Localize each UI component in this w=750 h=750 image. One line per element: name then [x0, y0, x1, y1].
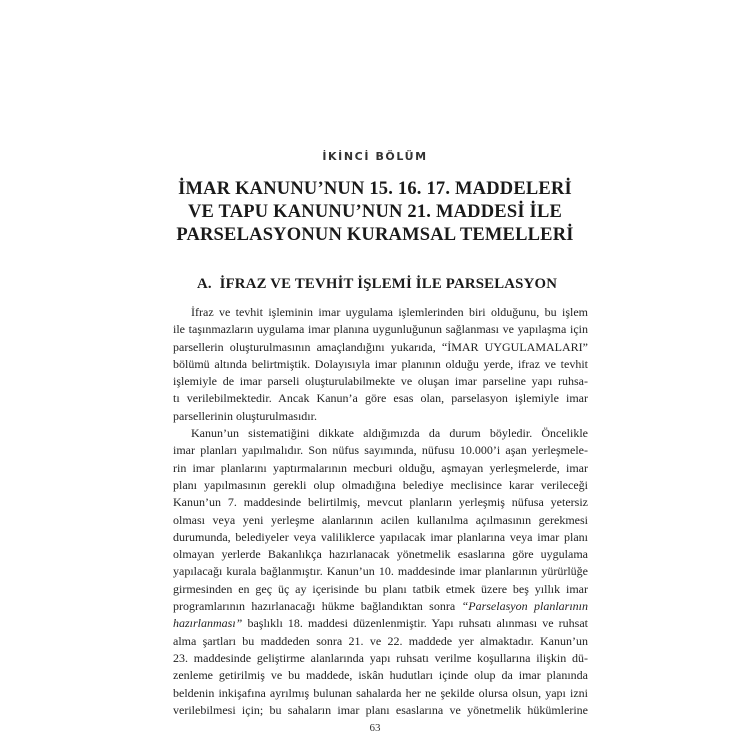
- text-line-mixed: [173, 598, 588, 615]
- chapter-title-line: İMAR KANUNU’NUN 15. 16. 17. MADDELERİ: [178, 179, 572, 199]
- text-line: Kanun’un 7. maddesinde belirtilmiş, mevcut planların yerleşmiş nüfusa yetersiz: [173, 495, 588, 510]
- chapter-title-line: VE TAPU KANUNU’NUN 21. MADDESİ İLE: [187, 202, 563, 222]
- text-line: imar planları yapılmalıdır. Son nüfus sayımında, nüfusu 10.000’i aşan yerleşmele-: [173, 443, 588, 458]
- text-line: beldenin inkişafına ayrılmış bulunan sahalarda her ne şekilde olursa olsun, yapı izni: [173, 685, 588, 700]
- text-line: bölümü altında belirtmiştik. Dolayısıyla imar planının olduğu yerde, ifraz ve tevhit: [173, 356, 588, 371]
- chapter-title-line: PARSELASYONUN KURAMSAL TEMELLERİ: [176, 225, 574, 245]
- text-line: planı yapılmasının gerekli olup olmadığına belediye meclisince karar verileceği: [173, 477, 588, 492]
- body-text: [173, 304, 588, 719]
- italic-fragment: “Parselasyon planlarının: [461, 599, 588, 614]
- text-line: ile taşınmazların uygulama imar planına uygunluğunun sağlanması ve yapılaşma için: [173, 322, 588, 337]
- text-line: yapılacağı kurala bağlanmıştır. Kanun’un 10. maddesinde imar planlarının yürürlüğe: [173, 564, 588, 579]
- subheading-letter: A.: [197, 276, 212, 292]
- subheading: [197, 276, 557, 293]
- text-line: verilebilmesi için; bu sahaların imar planı esaslarına ve yönetmelik hükümlerine: [173, 702, 588, 717]
- text-line-mixed: [173, 615, 588, 632]
- text-line: zenleme getirilmiş ve bu maddede, iskân hudutları içinde olup da imar planında: [173, 668, 588, 683]
- text-line: Kanun’un sistematiğini dikkate aldığımızda da durum böyledir. Öncelikle: [191, 426, 588, 441]
- section-label: İKİNCİ BÖLÜM: [322, 150, 428, 163]
- text-line: parsellerin oluşturulmasının amaçlandığını yukarıda, “İMAR UYGULAMALARI”: [173, 339, 588, 354]
- text-line: olmayan yerlerde Bakanlıkça hazırlanacak yönetmelik esaslarına göre uygulama: [173, 547, 588, 562]
- italic-fragment: hazırlanması”: [173, 616, 243, 631]
- text-line: olması veya yeni yerleşme alanlarının acilen kullanılma açılmasının gerekmesi: [173, 512, 588, 527]
- text-line: İfraz ve tevhit işleminin imar uygulama işlemlerinden biri olduğunu, bu işlem: [191, 305, 588, 319]
- text-line: durumunda, belediyeler veya valiliklerce yapılacak imar planlarına veya imar planı: [173, 529, 588, 544]
- text-fragment: programlarının hazırlanacağı hükme bağlandıktan sonra: [173, 599, 456, 614]
- text-line: parsellerinin oluşturulmasıdır.: [173, 408, 317, 423]
- text-line: girmesinden en geç üç ay içerisinde bu planı tatbik etmek üzere beş yıllık imar: [173, 581, 588, 596]
- text-line: alma şartları bu maddeden sonra 21. ve 22. maddede yer almaktadır. Kanun’un: [173, 633, 588, 648]
- text-line: tı verilebilmektedir. Ancak Kanun’a göre esas olan, parselasyon işlemiyle imar: [173, 391, 588, 406]
- text-line: işlemiyle de imar parseli oluşturulabilmekte ve oluşan imar parseline yapı ruhsa-: [173, 374, 588, 389]
- text-line: 23. maddesinde geliştirme alanlarında yapı ruhsatı verilme koşullarına ilişkin dü-: [173, 650, 588, 665]
- text-fragment: başlıklı 18. maddesi düzenlenmiştir. Yapı ruhsatı alınması ve ruhsat: [242, 616, 588, 631]
- text-line: rin imar planlarını yaptırmalarının mecburi olduğu, aşmayan yerleşmelerde, imar: [173, 460, 588, 475]
- subheading-text: İFRAZ VE TEVHİT İŞLEMİ İLE PARSELASYON: [219, 276, 558, 292]
- chapter-title: [60, 178, 690, 247]
- page-number: 63: [369, 722, 381, 734]
